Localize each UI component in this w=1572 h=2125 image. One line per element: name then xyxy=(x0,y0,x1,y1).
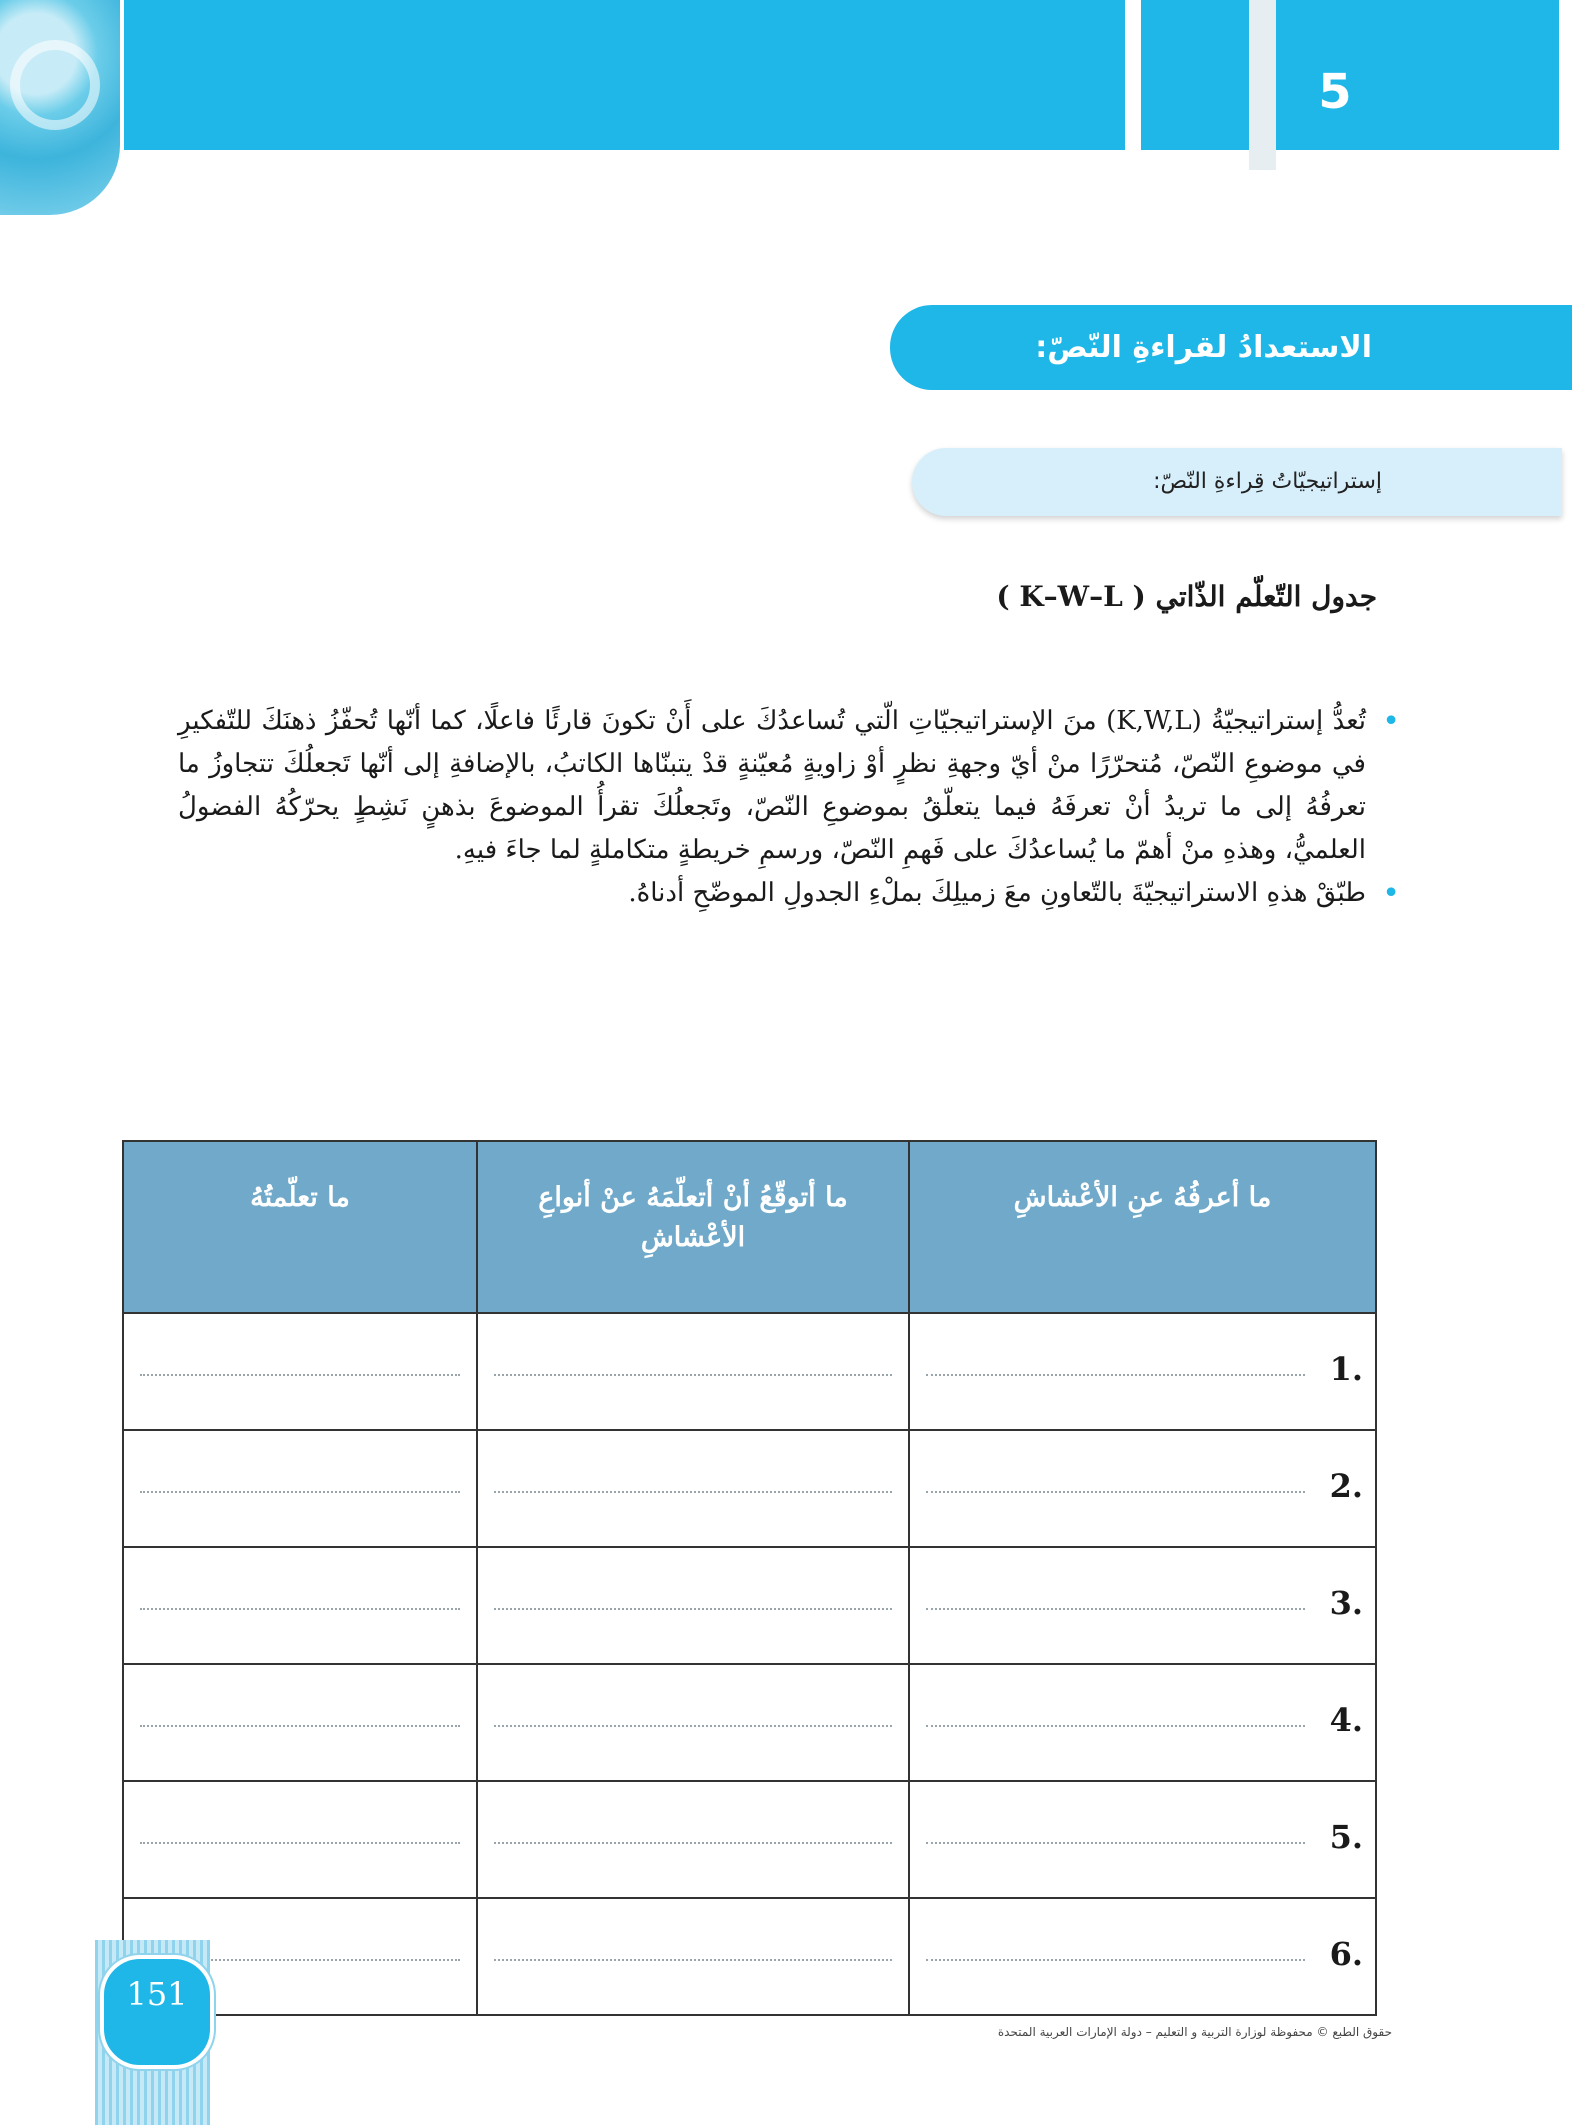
cell-know[interactable] xyxy=(909,1430,1376,1547)
cell-know[interactable] xyxy=(909,1313,1376,1430)
table-header-row xyxy=(123,1141,1376,1313)
dotted-line xyxy=(140,1374,460,1376)
kwl-table xyxy=(122,1140,1377,2016)
kwl-heading: جدول التّعلّم الذّاتي ( K–W–L ) xyxy=(996,580,1377,613)
table-row xyxy=(123,1898,1376,2015)
header-gap xyxy=(1249,0,1276,170)
subsection-title: إستراتيجيّاتُ قِراءةِ النّصّ: xyxy=(1153,469,1382,494)
dotted-line xyxy=(926,1374,1305,1376)
cell-know[interactable] xyxy=(909,1781,1376,1898)
table-row xyxy=(123,1547,1376,1664)
cell-learned[interactable] xyxy=(123,1781,477,1898)
dotted-line xyxy=(926,1842,1305,1844)
header-banner xyxy=(124,0,1249,150)
row-number: 1. xyxy=(1329,1350,1363,1388)
dotted-line xyxy=(140,1725,460,1727)
cell-want[interactable] xyxy=(477,1664,909,1781)
cell-want[interactable] xyxy=(477,1898,909,2015)
row-number: 5. xyxy=(1329,1818,1363,1856)
dotted-line xyxy=(494,1959,892,1961)
dotted-line xyxy=(926,1491,1305,1493)
header-want-to-learn: ما أتوقّعُ أنْ أتعلّمَهُ عنْ أنواعِ الأعْشاشِ xyxy=(477,1141,909,1313)
cell-learned[interactable] xyxy=(123,1313,477,1430)
instruction-list xyxy=(178,700,1400,915)
page-number: 151 xyxy=(126,1975,188,2013)
dotted-line xyxy=(494,1374,892,1376)
subsection-header xyxy=(912,448,1562,516)
dotted-line xyxy=(140,1842,460,1844)
row-number: 2. xyxy=(1329,1467,1363,1505)
dotted-line xyxy=(494,1491,892,1493)
chapter-number: 5 xyxy=(1318,64,1352,120)
cell-learned[interactable] xyxy=(123,1547,477,1664)
row-number: 6. xyxy=(1329,1935,1363,1973)
dotted-line xyxy=(926,1608,1305,1610)
header-banner-divider xyxy=(1125,0,1141,150)
cell-know[interactable] xyxy=(909,1664,1376,1781)
dotted-line xyxy=(926,1725,1305,1727)
header-learned: ما تعلّمتُهُ xyxy=(123,1141,477,1313)
table-row xyxy=(123,1664,1376,1781)
cell-want[interactable] xyxy=(477,1313,909,1430)
dotted-line xyxy=(494,1725,892,1727)
section-header xyxy=(890,305,1572,390)
table-row xyxy=(123,1781,1376,1898)
dotted-line xyxy=(926,1959,1305,1961)
section-title: الاستعدادُ لقراءةِ النّصّ: xyxy=(1035,330,1372,365)
row-number: 4. xyxy=(1329,1701,1363,1739)
row-number: 3. xyxy=(1329,1584,1363,1622)
copyright-notice: حقوق الطبع © محفوظة لوزارة التربية و التعليم – دولة الإمارات العربية المتحدة xyxy=(997,2025,1392,2039)
cell-know[interactable] xyxy=(909,1898,1376,2015)
header-know: ما أعرفُهُ عنِ الأعْشاشِ xyxy=(909,1141,1376,1313)
dotted-line xyxy=(140,1608,460,1610)
dotted-line xyxy=(494,1608,892,1610)
instruction-item: • تُعدُّ إستراتيجيّةُ (K,W,L) منَ الإستراتيجيّاتِ الّتي تُساعدُكَ على أَنْ تكونَ قارئًا فاعلًا، كما أنّها تُحفّزُ ذهنَكَ للتّفكيرِ في موضوعِ النّصّ، مُتحرّرًا منْ أيّ وجهةِ نظرٍ أوْ زاويةٍ مُعيّنةٍ قدْ يتبنّاها الكاتبُ، بالإضافةِ إلى أنّها تَجعلُكَ تتجاوزُ ما تعرفُهُ إلى ما تريدُ أنْ تعرفَهُ فيما يتعلّقُ بموضوعِ النّصّ، وتَجعلُكَ تقرأُ الموضوعَ بذهنٍ نَشِطٍ يحرّكُهُ الفضولُ العلميُّ، وهذهِ منْ أهمّ ما يُساعدُكَ على فَهمِ النّصّ، ورسمِ خريطةٍ متكاملةٍ لما جاءَ فيهِ. xyxy=(178,700,1400,872)
cell-know[interactable] xyxy=(909,1547,1376,1664)
corner-decoration xyxy=(0,0,120,215)
cell-learned[interactable] xyxy=(123,1664,477,1781)
cell-learned[interactable] xyxy=(123,1430,477,1547)
cell-want[interactable] xyxy=(477,1547,909,1664)
table-row xyxy=(123,1430,1376,1547)
dotted-line xyxy=(494,1842,892,1844)
instruction-item: • طبّقْ هذهِ الاستراتيجيّةَ بالتّعاونِ معَ زميلِكَ بملْءِ الجدولِ الموضّحِ أدناهُ. xyxy=(178,872,1400,915)
dotted-line xyxy=(140,1491,460,1493)
cell-want[interactable] xyxy=(477,1430,909,1547)
cell-want[interactable] xyxy=(477,1781,909,1898)
table-row xyxy=(123,1313,1376,1430)
